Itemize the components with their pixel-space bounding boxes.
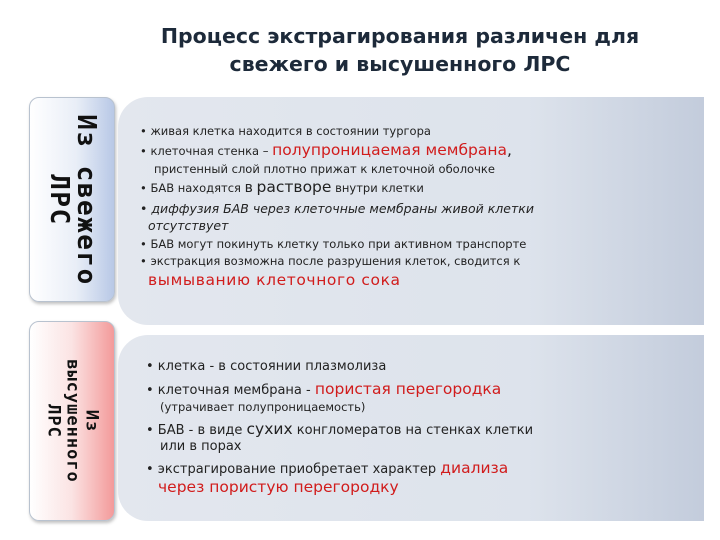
fresh-material-label <box>45 114 99 286</box>
fresh-line-7-text: • БАВ могут покинуть клетку только при активном транспорте <box>140 237 527 251</box>
fresh-material-panel <box>118 97 704 325</box>
dried-line-2-text: • клеточная мембрана - <box>146 383 311 398</box>
fresh-line-9 <box>148 271 401 289</box>
solution-word: растворе <box>256 178 332 196</box>
fresh-line-4 <box>140 178 424 196</box>
dried-line-7 <box>158 478 399 496</box>
dried-label-line-3: ЛРС <box>43 404 64 438</box>
fresh-line-1 <box>140 124 431 138</box>
fresh-material-label-box <box>29 97 115 302</box>
dried-line-6 <box>146 459 508 477</box>
fresh-line-3-text: пристенный слой плотно прижат к клеточной оболочке <box>154 162 495 176</box>
fresh-label-line-1: Из свежего <box>71 113 101 286</box>
dried-line-5-text: или в порах <box>160 439 242 454</box>
fresh-line-2-comma: , <box>507 141 512 159</box>
fresh-line-6-text: отсутствует <box>148 218 229 233</box>
dried-material-panel <box>118 335 704 521</box>
dried-material-label <box>44 359 101 483</box>
title-line-2: свежего и высушенного ЛРС <box>229 52 571 76</box>
dried-line-3-text: (утрачивает полупроницаемость) <box>160 400 366 414</box>
dried-line-2 <box>146 380 501 398</box>
cell-sap-washout-highlight: вымыванию клеточного сока <box>148 271 401 289</box>
fresh-line-7 <box>140 237 526 251</box>
dry-word: сухих <box>246 420 293 438</box>
fresh-line-3 <box>154 162 495 176</box>
dried-line-3 <box>160 400 365 414</box>
fresh-line-8 <box>140 254 520 268</box>
fresh-line-5 <box>140 201 534 216</box>
fresh-label-line-2: ЛРС <box>44 173 74 226</box>
dried-label-line-1: Из <box>81 409 102 433</box>
dried-line-5 <box>160 439 242 454</box>
fresh-line-5-text: • диффузия БАВ через клеточные мембраны живой клетки <box>140 201 534 216</box>
fresh-line-4-text: • БАВ находятся <box>140 181 241 195</box>
dialysis-highlight: диализа <box>440 459 509 477</box>
dried-material-label-box <box>29 321 115 521</box>
porous-partition-highlight: пористая перегородка <box>314 380 502 398</box>
dried-line-6-text: • экстрагирование приобретает характер <box>146 462 437 477</box>
dried-line-1 <box>146 359 386 374</box>
dried-line-4-post: конгломератов на стенках клетки <box>296 423 534 438</box>
fresh-line-6 <box>148 218 228 233</box>
fresh-line-4-post: внутри клетки <box>335 181 424 195</box>
fresh-line-2-text: • клеточная стенка – <box>140 144 269 158</box>
slide-title <box>90 22 710 78</box>
title-line-1: Процесс экстрагирования различен для <box>160 24 640 48</box>
through-porous-partition-highlight: через пористую перегородку <box>158 478 399 496</box>
dried-line-4-text: • БАВ - в виде <box>146 423 243 438</box>
semipermeable-membrane-highlight: полупроницаемая мембрана <box>272 141 507 159</box>
fresh-line-8-text: • экстракция возможна после разрушения клеток, сводится к <box>140 254 521 268</box>
fresh-line-2 <box>140 141 512 159</box>
dried-label-line-2: высушенного <box>62 359 83 483</box>
fresh-line-1-text: • живая клетка находится в состоянии тургора <box>140 124 431 138</box>
fresh-line-4-in: в <box>244 180 253 196</box>
dried-line-4 <box>146 420 533 438</box>
dried-line-1-text: • клетка - в состоянии плазмолиза <box>146 359 387 374</box>
